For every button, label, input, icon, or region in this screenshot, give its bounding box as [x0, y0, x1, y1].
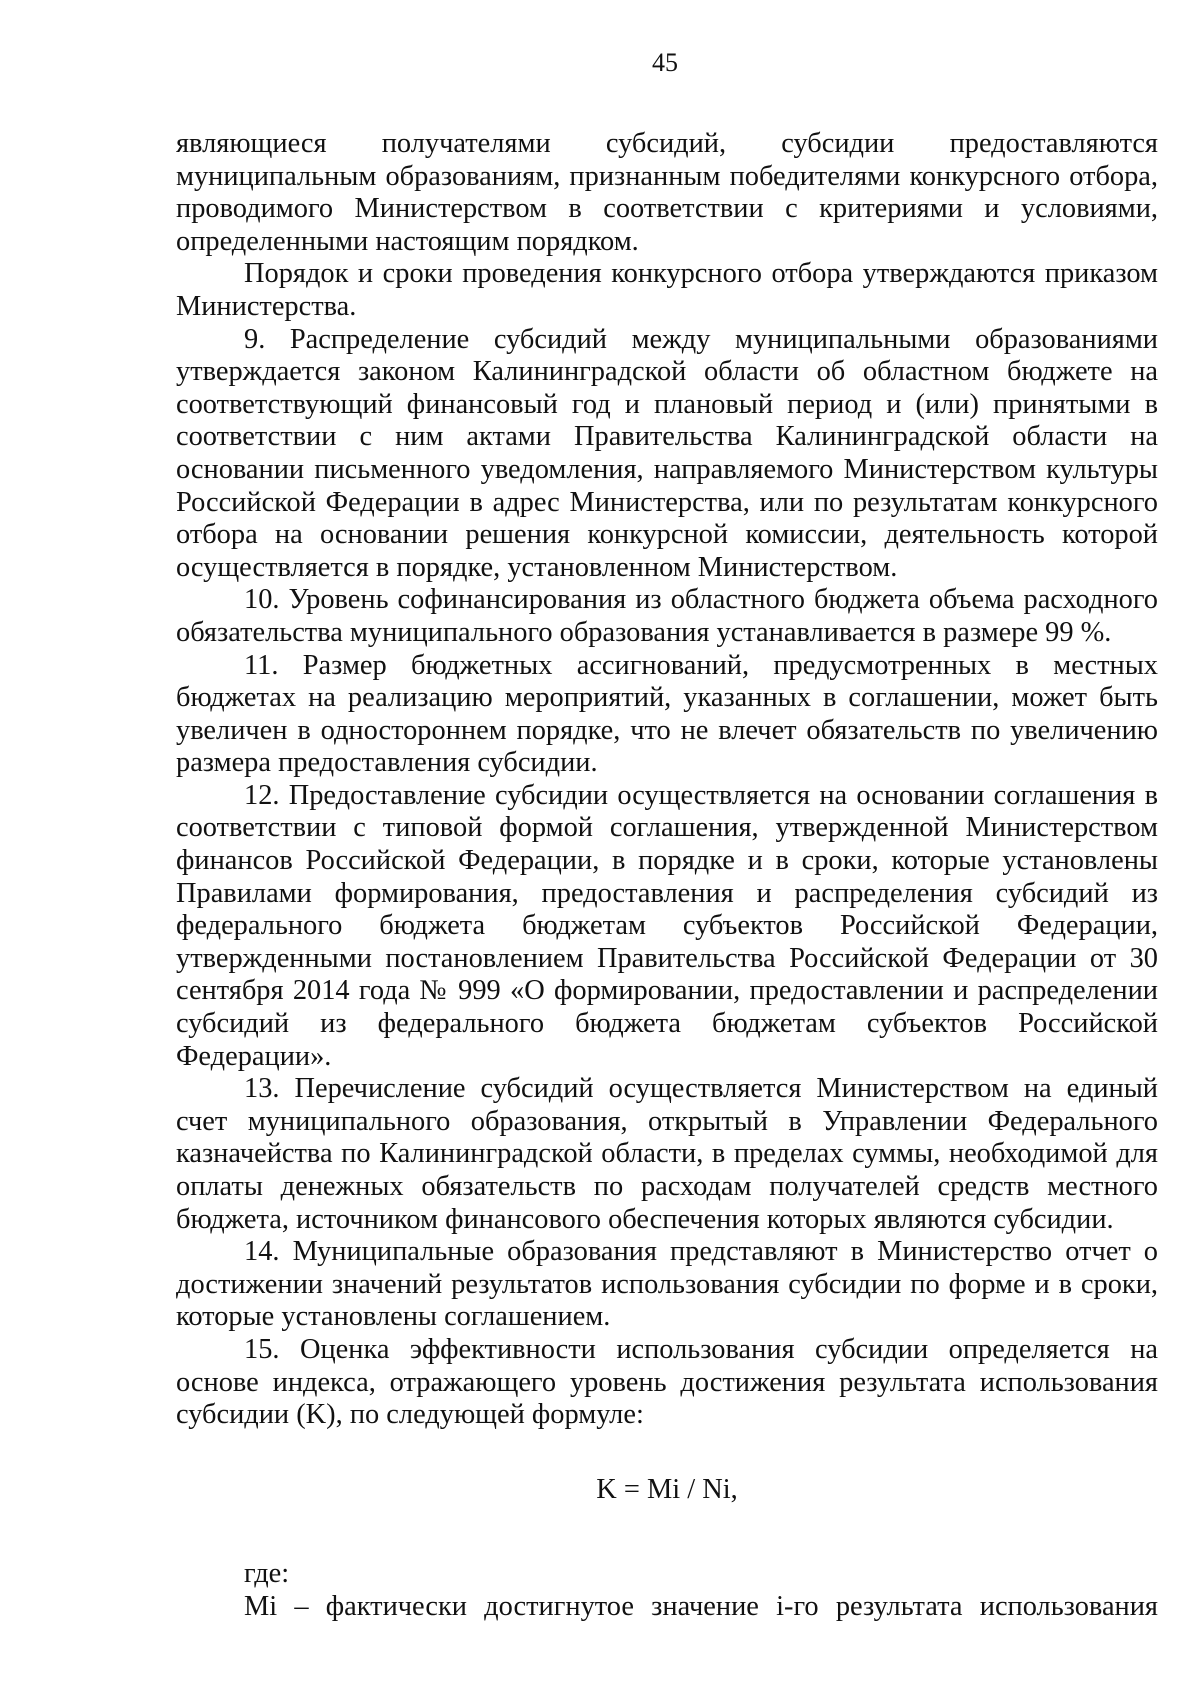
paragraph-clause-10: 10. Уровень софинансирования из областного бюджета объема расходного обязательства муниципального образования устанавливается в размере 99 %.: [176, 584, 1158, 648]
document-body: [176, 128, 1158, 1624]
paragraph-clause-11: 11. Размер бюджетных ассигнований, предусмотренных в местных бюджетах на реализацию мероприятий, указанных в соглашении, может быть увеличен в одностороннем порядке, что не влечет обязательств по увеличению размера предоставления субсидии.: [176, 649, 1158, 779]
definition-mi: Mi – фактически достигнутое значение i-го результата использования: [244, 1590, 1158, 1622]
paragraph-selection-order: Порядок и сроки проведения конкурсного отбора утверждаются приказом Министерства.: [176, 258, 1158, 322]
paragraph-clause-14: 14. Муниципальные образования представляют в Министерство отчет о достижении значений результатов использования субсидии по форме и в сроки, которые установлены соглашением.: [176, 1236, 1158, 1333]
where-label: где:: [244, 1558, 290, 1590]
paragraph-clause-12: 12. Предоставление субсидии осуществляется на основании соглашения в соответствии с типовой формой соглашения, утвержденной Министерством финансов Российской Федерации, в порядке и в сроки, которые установлены Правилами формирования, предоставления и распределения субсидий из федерального бюджета бюджетам субъектов Российской Федерации, утвержденными постановлением Правительства Российской Федерации от 30 сентября 2014 года № 999 «О формировании, предоставлении и распределении субсидий из федерального бюджета бюджетам субъектов Российской Федерации».: [176, 779, 1158, 1072]
paragraph-continuation: являющиеся получателями субсидий, субсидии предоставляются муниципальным образованиям, признанным победителями конкурсного отбора, проводимого Министерством в соответствии с критериями и условиями, определенными настоящим порядком.: [176, 128, 1158, 257]
paragraph-clause-13: 13. Перечисление субсидий осуществляется Министерством на единый счет муниципального образования, открытый в Управлении Федерального казначейства по Калининградской области, в пределах суммы, необходимой для оплаты денежных обязательств по расходам получателей средств местного бюджета, источником финансового обеспечения которых являются субсидии.: [176, 1073, 1158, 1235]
formula: K = Mi / Ni,: [596, 1473, 738, 1505]
paragraph-clause-9: 9. Распределение субсидий между муниципальными образованиями утверждается законом Калининградской области об областном бюджете на соответствующий финансовый год и плановый период и (или) принятыми в соответствии с ним актами Правительства Калининградской области на основании письменного уведомления, направляемого Министерством культуры Российской Федерации в адрес Министерства, или по результатам конкурсного отбора на основании решения конкурсной комиссии, деятельность которой осуществляется в порядке, установленном Министерством.: [176, 323, 1158, 583]
page-number: 45: [652, 48, 678, 77]
paragraph-clause-15: 15. Оценка эффективности использования субсидии определяется на основе индекса, отражающего уровень достижения результата использования субсидии (K), по следующей формуле:: [176, 1333, 1158, 1431]
